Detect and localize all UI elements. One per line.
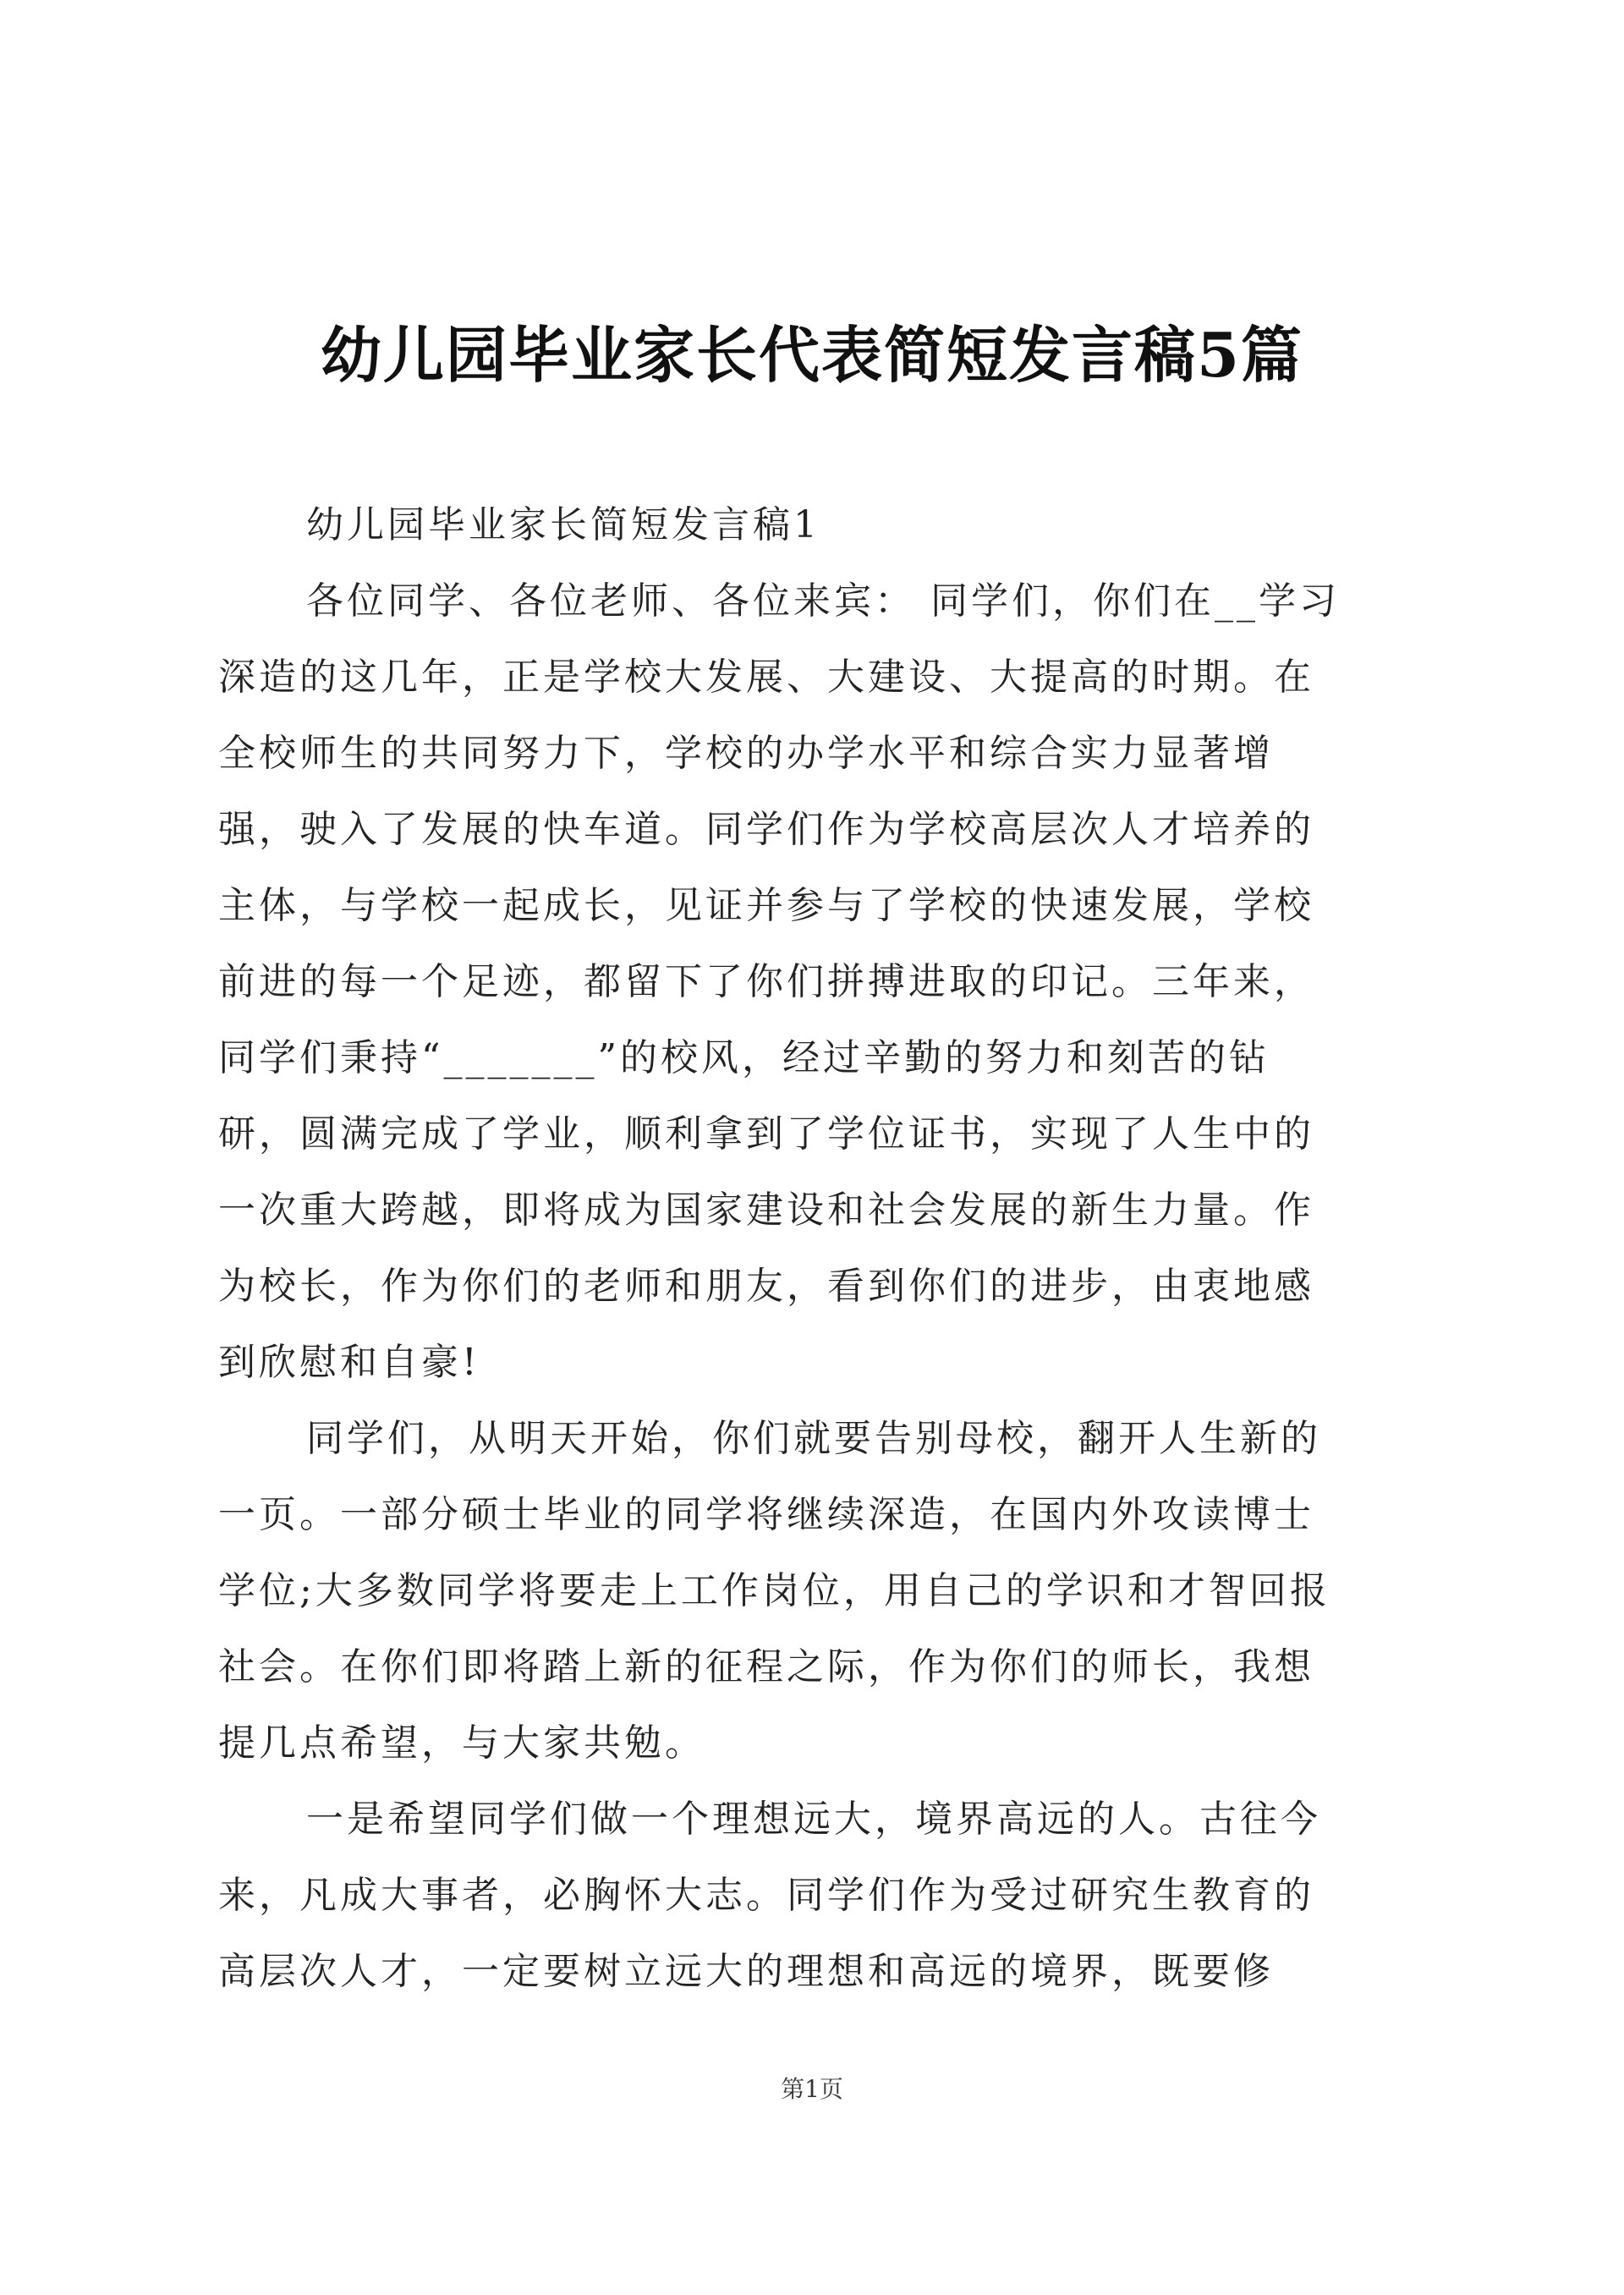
paragraph-line: 一次重大跨越，即将成为国家建设和社会发展的新生力量。作 [218,1189,1314,1232]
paragraph-line: 为校长，作为你们的老师和朋友，看到你们的进步，由衷地感 [218,1265,1314,1308]
paragraph-line: 一是希望同学们做一个理想远大，境界高远的人。古往今 [306,1798,1321,1841]
section-heading: 幼儿园毕业家长简短发言稿1 [306,503,820,546]
paragraph-line: 各位同学、各位老师、各位来宾： 同学们，你们在__学习 [306,579,1340,623]
document-title: 幼儿园毕业家长代表简短发言稿5篇 [320,319,1304,391]
paragraph-line: 同学们秉持“_______”的校风，经过辛勤的努力和刻苦的钻 [218,1036,1270,1079]
paragraph-line: 强，驶入了发展的快车道。同学们作为学校高层次人才培养的 [218,808,1314,851]
paragraph-line: 一页。一部分硕士毕业的同学将继续深造，在国内外攻读博士 [218,1493,1314,1536]
paragraph-line: 学位;大多数同学将要走上工作岗位，用自己的学识和才智回报 [218,1569,1330,1612]
paragraph-line: 前进的每一个足迹，都留下了你们拼搏进取的印记。三年来， [218,960,1314,1003]
paragraph-line: 同学们，从明天开始，你们就要告别母校，翻开人生新的 [306,1417,1321,1460]
paragraph-line: 社会。在你们即将踏上新的征程之际，作为你们的师长，我想 [218,1645,1314,1688]
paragraph-line: 研，圆满完成了学业，顺利拿到了学位证书，实现了人生中的 [218,1112,1314,1156]
paragraph-line: 高层次人才，一定要树立远大的理想和高远的境界，既要修 [218,1950,1274,1993]
paragraph-line: 深造的这几年，正是学校大发展、大建设、大提高的时期。在 [218,656,1314,699]
page-number: 第1页 [781,2075,843,2103]
paragraph-line: 来，凡成大事者，必胸怀大志。同学们作为受过研究生教育的 [218,1874,1314,1917]
document-body [218,487,1421,2010]
paragraph-line: 主体，与学校一起成长，见证并参与了学校的快速发展，学校 [218,884,1314,927]
paragraph-line: 全校师生的共同努力下，学校的办学水平和综合实力显著增 [218,732,1274,775]
paragraph-line: 到欣慰和自豪! [218,1341,480,1384]
paragraph-line: 提几点希望，与大家共勉。 [218,1721,705,1765]
